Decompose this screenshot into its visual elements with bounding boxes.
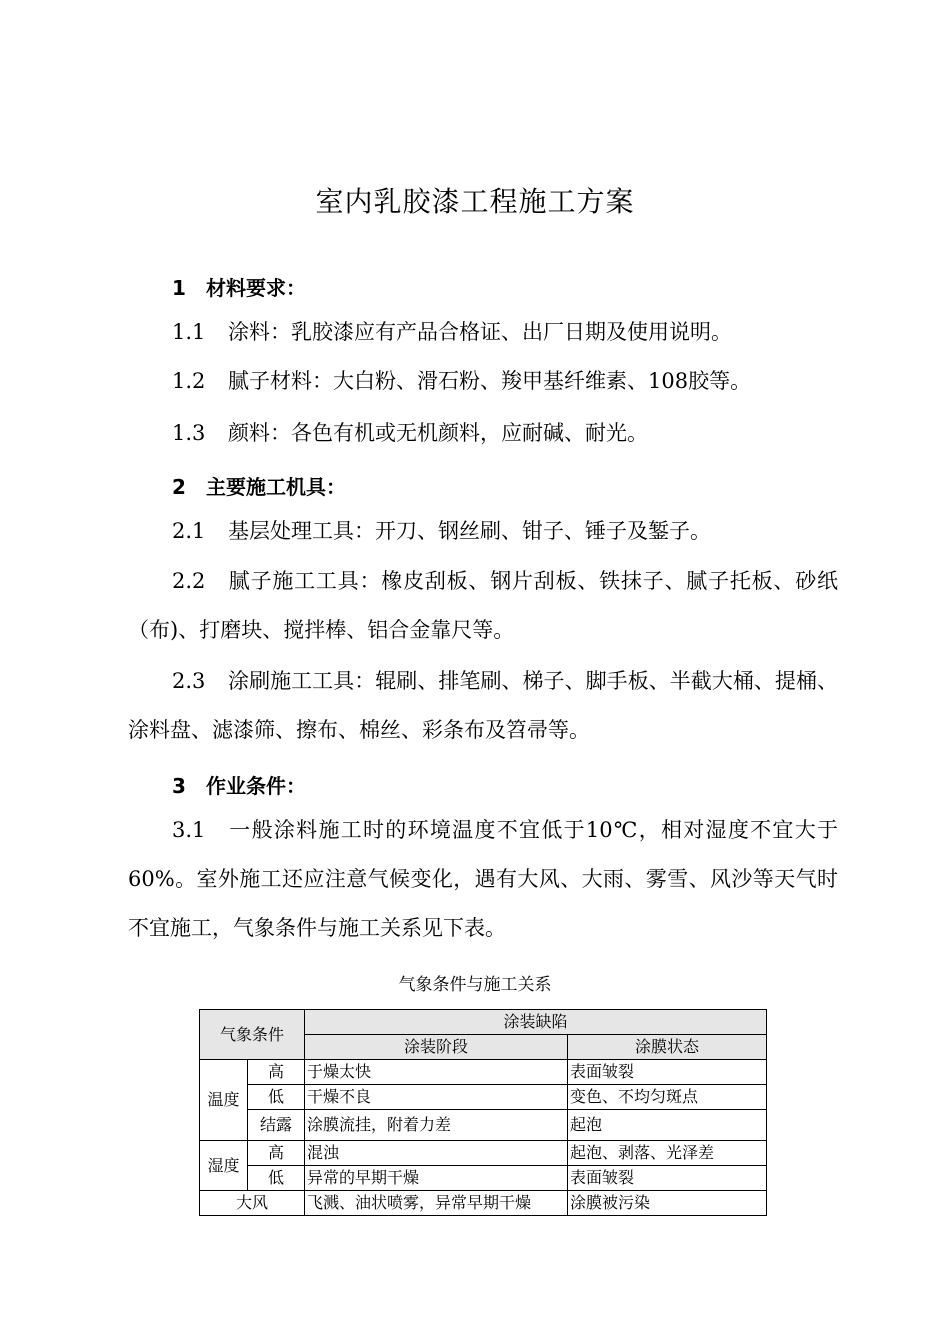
group-humidity: 湿度: [200, 1141, 248, 1191]
table-row: [200, 1085, 767, 1110]
table-caption: 气象条件与施工关系: [398, 975, 552, 995]
cell: 变色、不均匀斑点: [568, 1085, 767, 1110]
cell: 干燥不良: [305, 1085, 568, 1110]
header-defect: 涂装缺陷: [305, 1010, 767, 1035]
section-heading: 1 材料要求：: [172, 276, 306, 300]
cell: 于燥太快: [305, 1060, 568, 1085]
paragraph: 2.2 腻子施工工具：橡皮刮板、钢片刮板、铁抹子、腻子托板、砂纸（布)、打磨块、搅拌棒、铝合金靠尺等。: [128, 569, 838, 642]
section-heading: 2 主要施工机具：: [172, 475, 346, 499]
cell: 表面皱裂: [568, 1060, 767, 1085]
weather-table: [199, 1009, 767, 1216]
table-row: [200, 1060, 767, 1085]
paragraph: 1.3 颜料：各色有机或无机颜料，应耐碱、耐光。: [172, 421, 648, 445]
section-heading: 3 作业条件：: [172, 774, 306, 798]
paragraph: 2.1 基层处理工具：开刀、钢丝刷、钳子、锤子及錾子。: [172, 519, 711, 543]
page-title: 室内乳胶漆工程施工方案: [315, 185, 635, 218]
table-row: [200, 1110, 767, 1141]
cell: 混浊: [305, 1141, 568, 1166]
table-row: [200, 1141, 767, 1166]
table-row: [200, 1166, 767, 1191]
header-stage: 涂装阶段: [305, 1035, 568, 1060]
cell: 飞溅、油状喷雾，异常早期干燥: [305, 1191, 568, 1216]
cell: 高: [248, 1141, 305, 1166]
paragraph: 1.2 腻子材料：大白粉、滑石粉、羧甲基纤维素、108胶等。: [172, 369, 752, 393]
group-temperature: 温度: [200, 1060, 248, 1141]
cell: 涂膜被污染: [568, 1191, 767, 1216]
cell: 异常的早期干燥: [305, 1166, 568, 1191]
header-condition: 气象条件: [200, 1010, 305, 1060]
cell: 高: [248, 1060, 305, 1085]
cell: 起泡: [568, 1110, 767, 1141]
header-film: 涂膜状态: [568, 1035, 767, 1060]
cell: 结露: [248, 1110, 305, 1141]
cell: 低: [248, 1085, 305, 1110]
paragraph: 3.1 一般涂料施工时的环境温度不宜低于10℃，相对湿度不宜大于60%。室外施工还应注意气候变化，遇有大风、大雨、雾雪、风沙等天气时不宜施工，气象条件与施工关系见下表。: [128, 818, 838, 940]
table-row: [200, 1191, 767, 1216]
cell: 表面皱裂: [568, 1166, 767, 1191]
cell: 低: [248, 1166, 305, 1191]
paragraph: 2.3 涂刷施工工具：辊刷、排笔刷、梯子、脚手板、半截大桶、提桶、涂料盘、滤漆筛、擦布、棉丝、彩条布及笤帚等。: [128, 669, 838, 742]
paragraph: 1.1 涂料：乳胶漆应有产品合格证、出厂日期及使用说明。: [172, 320, 732, 344]
group-wind: 大风: [200, 1191, 305, 1216]
cell: 起泡、剥落、光泽差: [568, 1141, 767, 1166]
cell: 涂膜流挂，附着力差: [305, 1110, 568, 1141]
